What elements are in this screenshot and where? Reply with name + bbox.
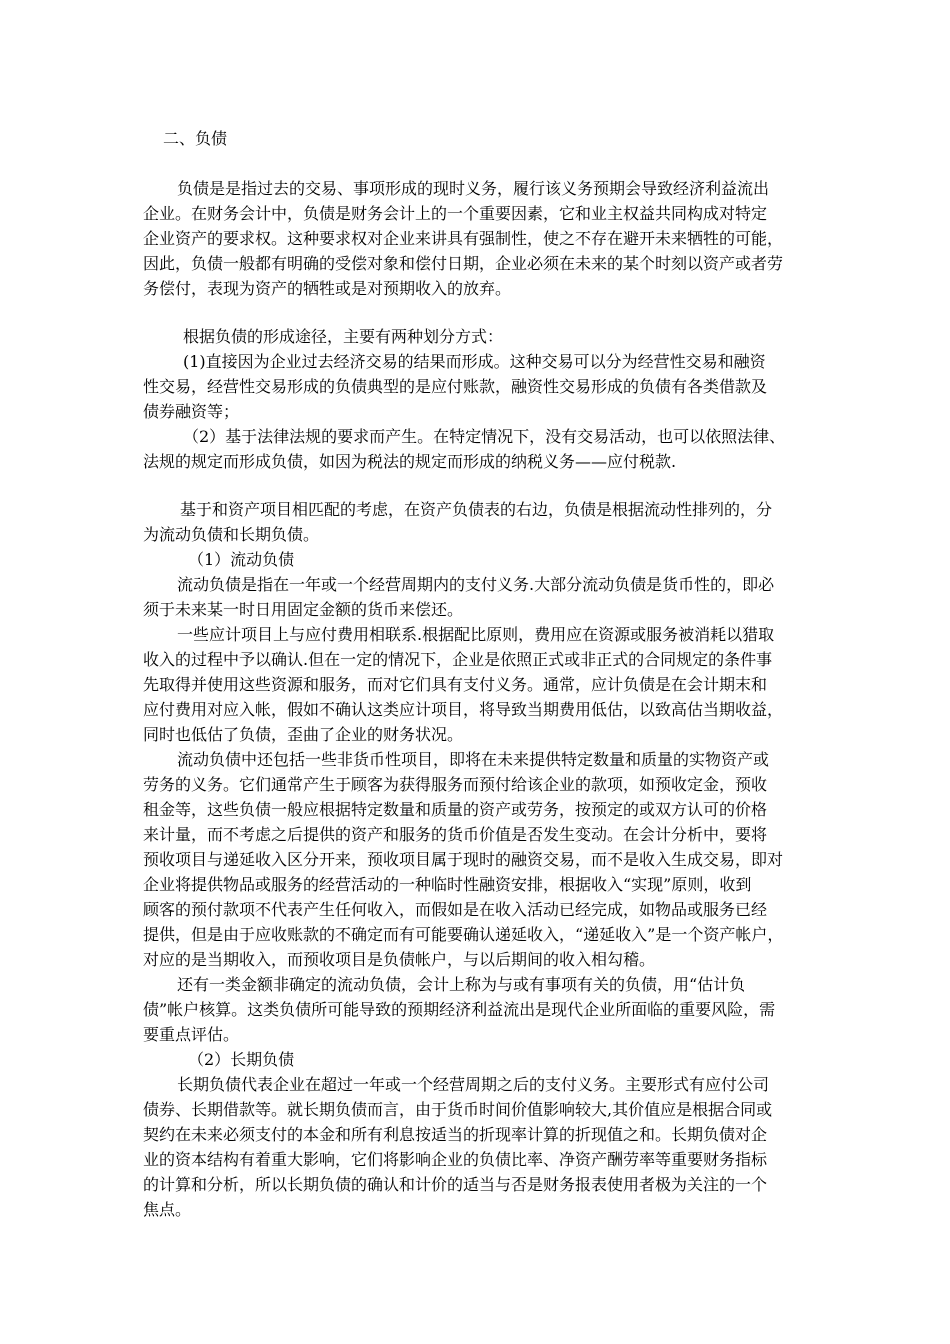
paragraph-line: 企业资产的要求权。这种要求权对企业来讲具有强制性，使之不存在避开未来牺牲的可能， (143, 229, 784, 248)
paragraph-line: 的计算和分析，所以长期负债的确认和计价的适当与否是财务报表使用者极为关注的一个 (143, 1175, 768, 1194)
paragraph-line: 提供，但是由于应收账款的不确定而有可能要确认递延收入，“递延收入”是一个资产帐户， (143, 925, 784, 944)
paragraph-line: 企业。在财务会计中，负债是财务会计上的一个重要因素，它和业主权益共同构成对特定 (143, 204, 768, 223)
paragraph-line: 因此，负债一般都有明确的受偿对象和偿付日期，企业必须在未来的某个时刻以资产或者劳 (143, 254, 784, 273)
paragraph-line: 应付费用对应入帐，假如不确认这类应计项目，将导致当期费用低估，以致高估当期收益， (143, 700, 784, 719)
paragraph-line: 债”帐户核算。这类负债所可能导致的预期经济利益流出是现代企业所面临的重要风险，需 (143, 1000, 776, 1019)
paragraph-line: 收入的过程中予以确认.但在一定的情况下，企业是依照正式或非正式的合同规定的条件事 (143, 650, 773, 669)
paragraph-line: 来计量，而不考虑之后提供的资产和服务的货币价值是否发生变动。在会计分析中，要将 (143, 825, 768, 844)
paragraph-line: 预收项目与递延收入区分开来，预收项目属于现时的融资交易，而不是收入生成交易，即对 (143, 850, 784, 869)
paragraph-line: 租金等，这些负债一般应根据特定数量和质量的资产或劳务，按预定的或双方认可的价格 (143, 800, 768, 819)
paragraph-line: 流动负债是指在一年或一个经营周期内的支付义务.大部分流动负债是货币性的，即必 (177, 575, 775, 594)
paragraph-line: 一些应计项目上与应付费用相联系.根据配比原则，费用应在资源或服务被消耗以猎取 (177, 625, 775, 644)
paragraph-line: 流动负债中还包括一些非货币性项目，即将在未来提供特定数量和质量的实物资产或 (177, 750, 770, 769)
paragraph-line: 劳务的义务。它们通常产生于顾客为获得服务而预付给该企业的款项，如预收定金，预收 (143, 775, 768, 794)
paragraph-line: 务偿付，表现为资产的牺牲或是对预期收入的放弃。 (143, 279, 512, 298)
paragraph-line: 顾客的预付款项不代表产生任何收入，而假如是在收入活动已经完成，如物品或服务已经 (143, 900, 768, 919)
paragraph-line: 对应的是当期收入，而预收项目是负债帐户，与以后期间的收入相勾稽。 (143, 950, 656, 969)
paragraph-line: 负债是是指过去的交易、事项形成的现时义务，履行该义务预期会导致经济利益流出 (177, 179, 770, 198)
paragraph-line: 债券融资等； (143, 402, 240, 421)
paragraph-line: 企业将提供物品或服务的经营活动的一种临时性融资安排，根据收入“实现”原则，收到 (143, 875, 752, 894)
paragraph-line: 还有一类金额非确定的流动负债，会计上称为与或有事项有关的负债，用“估计负 (177, 975, 746, 994)
subsection-heading: （1）流动负债 (188, 550, 295, 569)
paragraph-line: 焦点。 (143, 1200, 192, 1219)
subsection-heading: （2）长期负债 (188, 1050, 295, 1069)
paragraph-line: 须于未来某一时日用固定金额的货币来偿还。 (143, 600, 464, 619)
paragraph-line: 要重点评估。 (143, 1025, 240, 1044)
list-item: （2）基于法律法规的要求而产生。在特定情况下，没有交易活动，也可以依照法律、 (183, 427, 786, 446)
list-item: (1)直接因为企业过去经济交易的结果而形成。这种交易可以分为经营性交易和融资 (183, 352, 766, 371)
paragraph-line: 根据负债的形成途径，主要有两种划分方式： (183, 327, 504, 346)
paragraph-line: 为流动负债和长期负债。 (143, 525, 320, 544)
paragraph-line: 先取得并使用这些资源和服务，而对它们具有支付义务。通常，应计负债是在会计期末和 (143, 675, 768, 694)
paragraph-line: 业的资本结构有着重大影响，它们将影响企业的负债比率、净资产酬劳率等重要财务指标 (143, 1150, 768, 1169)
paragraph-line: 债券、长期借款等。就长期负债而言，由于货币时间价值影响较大,其价值应是根据合同或 (143, 1100, 773, 1119)
paragraph-line: 法规的规定而形成负债，如因为税法的规定而形成的纳税义务——应付税款. (143, 452, 677, 471)
paragraph-line: 长期负债代表企业在超过一年或一个经营周期之后的支付义务。主要形式有应付公司 (177, 1075, 770, 1094)
paragraph-line: 基于和资产项目相匹配的考虑，在资产负债表的右边，负债是根据流动性排列的，分 (180, 500, 773, 519)
paragraph-line: 契约在未来必须支付的本金和所有利息按适当的折现率计算的折现值之和。长期负债对企 (143, 1125, 768, 1144)
paragraph-line: 性交易，经营性交易形成的负债典型的是应付账款，融资性交易形成的负债有各类借款及 (143, 377, 768, 396)
paragraph-line: 同时也低估了负债，歪曲了企业的财务状况。 (143, 725, 464, 744)
section-heading: 二、负债 (163, 129, 228, 148)
